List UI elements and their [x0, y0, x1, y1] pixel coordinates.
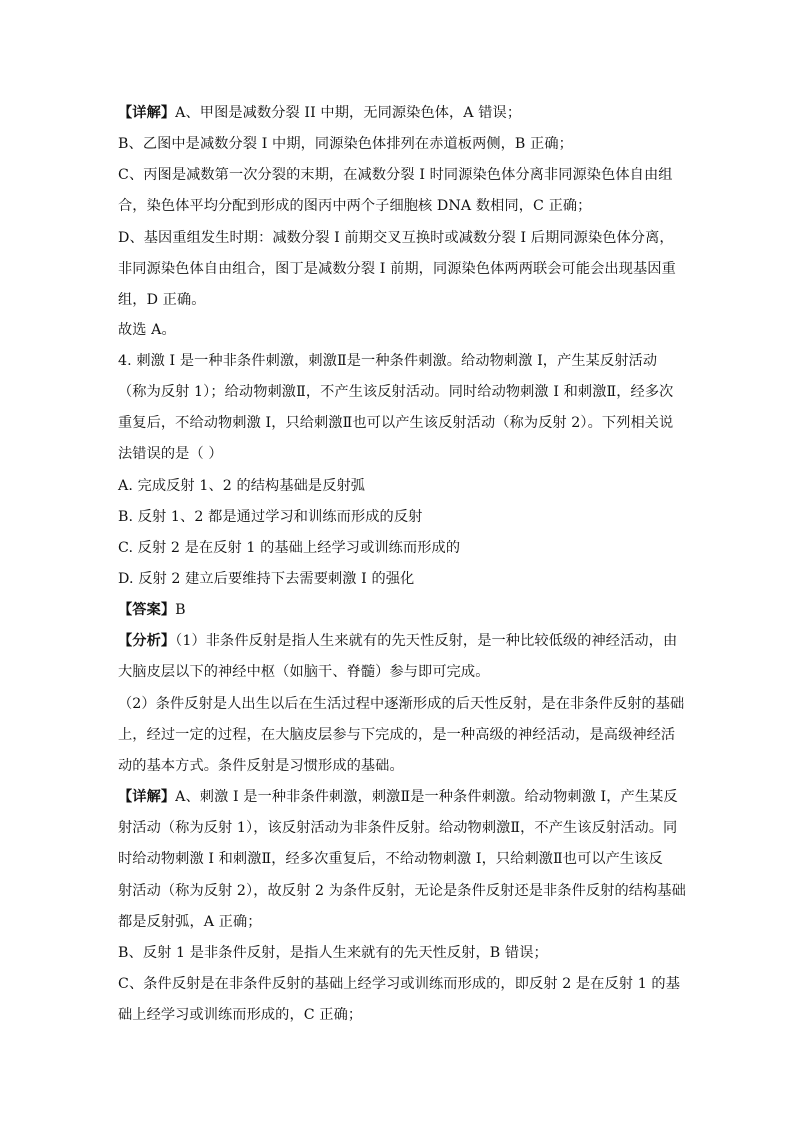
- analysis-line: [118, 725, 688, 745]
- analysis-label: 【分析】: [118, 633, 176, 649]
- explanation-line: [118, 849, 688, 869]
- analysis-line: [118, 662, 688, 682]
- line-text: C. 反射 2 是在反射 1 的基础上经学习或训练而形成的: [118, 540, 461, 556]
- line-text: B. 反射 1、2 都是通过学习和训练而形成的反射: [118, 509, 423, 525]
- explanation-line: [118, 943, 688, 963]
- line-text: C、丙图是减数第一次分裂的末期，在减数分裂 I 时同源染色体分离非同源染色体自由组: [118, 167, 673, 183]
- analysis-line: [118, 631, 688, 651]
- line-text: B、乙图中是减数分裂 I 中期，同源染色体排列在赤道板两侧，B 正确；: [118, 136, 573, 152]
- question-line: [118, 382, 688, 402]
- analysis-line: [118, 694, 688, 714]
- section-label: 【详解】: [118, 105, 176, 121]
- line-text: （称为反射 1）；给动物刺激Ⅱ，不产生该反射活动。同时给动物刺激 I 和刺激Ⅱ，经多次: [118, 384, 674, 400]
- explanation-line: [118, 1005, 688, 1025]
- line-text: （1）非条件反射是指人生来就有的先天性反射，是一种比较低级的神经活动，由: [175, 633, 678, 649]
- explanation-line: [118, 974, 688, 994]
- line-text: 合，染色体平均分配到形成的图丙中两个子细胞核 DNA 数相同，C 正确；: [118, 198, 592, 214]
- line-text: 都是反射弧，A 正确；: [118, 914, 262, 930]
- line-text: 础上经学习或训练而形成的，C 正确；: [118, 1007, 363, 1023]
- line-text: 射活动（称为反射 2），故反射 2 为条件反射，无论是条件反射还是非条件反射的结构基础: [118, 883, 686, 899]
- option-a: [118, 476, 688, 496]
- option-c: [118, 538, 688, 558]
- line-text: 动的基本方式。条件反射是习惯形成的基础。: [118, 758, 404, 774]
- text-line: [118, 196, 688, 216]
- explanation-line: [118, 912, 688, 932]
- line-text: A. 完成反射 1、2 的结构基础是反射弧: [118, 478, 366, 494]
- line-text: C、条件反射是在非条件反射的基础上经学习或训练而形成的，即反射 2 是在反射 1 的基: [118, 976, 680, 992]
- line-text: （2）条件反射是人出生以后在生活过程中逐渐形成的后天性反射，是在非条件反射的基础: [118, 696, 685, 712]
- line-text: 时给动物刺激 I 和刺激Ⅱ，经多次重复后，不给动物刺激 I，只给刺激Ⅱ也可以产生该反: [118, 851, 663, 867]
- option-b: [118, 507, 688, 527]
- text-line: [118, 290, 688, 310]
- line-text: A、刺激 I 是一种非条件刺激，刺激Ⅱ是一种条件刺激。给动物刺激 I，产生某反: [175, 789, 678, 805]
- line-text: 故选 A。: [118, 322, 176, 338]
- line-text: 组，D 正确。: [118, 292, 206, 308]
- line-text: 上，经过一定的过程，在大脑皮层参与下完成的，是一种高级的神经活动，是高级神经活: [118, 727, 676, 743]
- text-line: [118, 259, 688, 279]
- line-text: B、反射 1 是非条件反射，是指人生来就有的先天性反射，B 错误；: [118, 945, 548, 961]
- line-text: D. 反射 2 建立后要维持下去需要刺激 I 的强化: [118, 571, 415, 587]
- answer-line: [118, 600, 688, 620]
- option-d: [118, 569, 688, 589]
- explanation-line: [118, 881, 688, 901]
- question-line: [118, 444, 688, 464]
- explanation-label: 【详解】: [118, 789, 176, 805]
- answer-label: 【答案】: [118, 602, 176, 618]
- text-line: [118, 103, 688, 123]
- line-text: A、甲图是减数分裂 II 中期，无同源染色体，A 错误；: [175, 105, 522, 121]
- analysis-line: [118, 756, 688, 776]
- explanation-line: [118, 818, 688, 838]
- answer-value: B: [175, 602, 186, 618]
- line-text: 4. 刺激 I 是一种非条件刺激，刺激Ⅱ是一种条件刺激。给动物刺激 I，产生某反射活动: [118, 353, 658, 369]
- question-line: [118, 351, 688, 371]
- line-text: 射活动（称为反射 1），该反射活动为非条件反射。给动物刺激Ⅱ，不产生该反射活动。同: [118, 820, 678, 836]
- line-text: D、基因重组发生时期：减数分裂 I 前期交叉互换时或减数分裂 I 后期同源染色体分离，: [118, 230, 674, 246]
- line-text: 大脑皮层以下的神经中枢（如脑干、脊髓）参与即可完成。: [118, 664, 490, 680]
- line-text: 重复后，不给动物刺激 I，只给刺激Ⅱ也可以产生该反射活动（称为反射 2）。下列相关说: [118, 415, 674, 431]
- text-line: [118, 228, 688, 248]
- explanation-line: [118, 787, 688, 807]
- question-line: [118, 413, 688, 433]
- text-line: [118, 134, 688, 154]
- line-text: 法错误的是（ ）: [118, 446, 223, 462]
- text-line: [118, 165, 688, 185]
- text-line: [118, 320, 688, 340]
- line-text: 非同源染色体自由组合，图丁是减数分裂 I 前期，同源染色体两两联会可能会出现基因重: [118, 261, 676, 277]
